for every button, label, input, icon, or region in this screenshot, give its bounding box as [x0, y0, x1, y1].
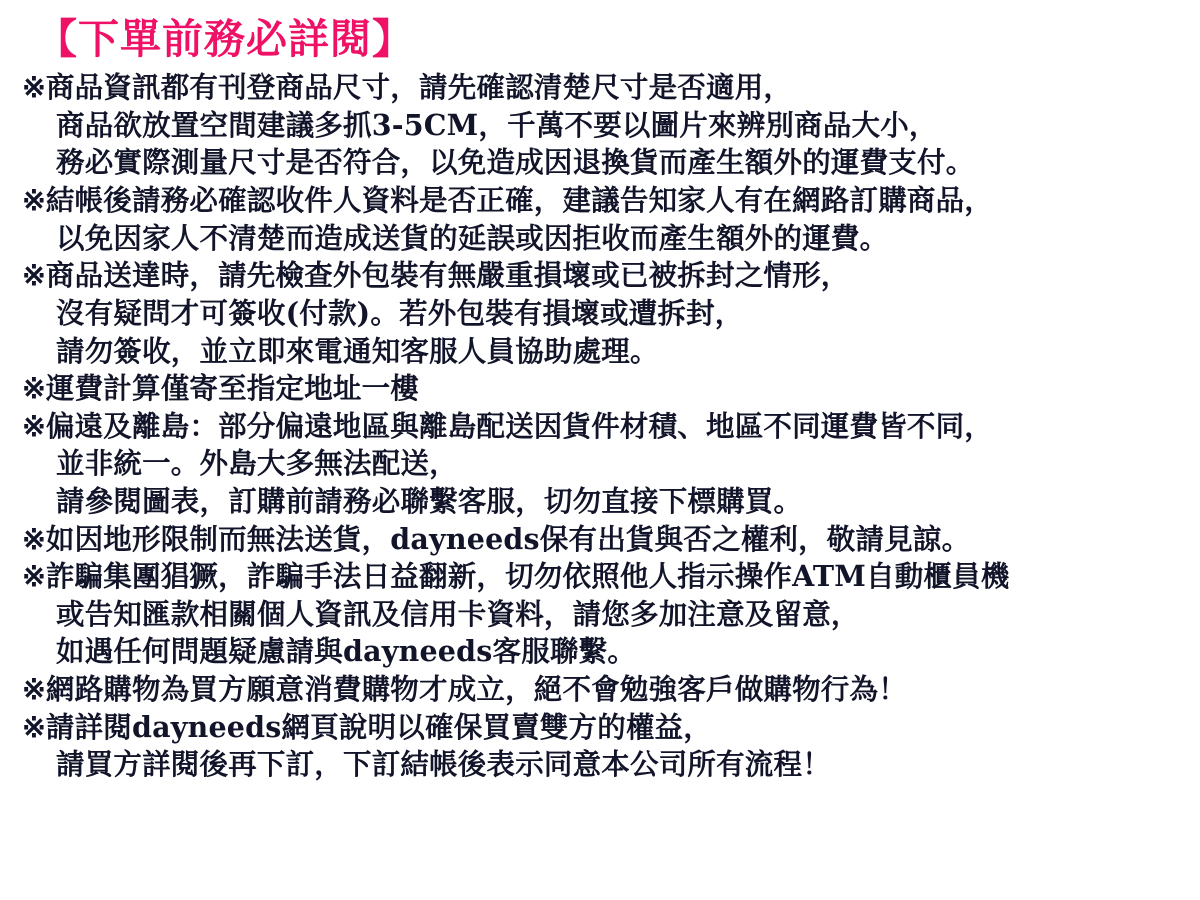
notice-text: 商品資訊都有刊登商品尺寸，請先確認清楚尺寸是否適用， — [45, 70, 793, 105]
notice-text: 偏遠及離島：部分偏遠地區與離島配送因貨件材積、地區不同運費皆不同， — [45, 408, 993, 443]
bullet-mark: ※ — [22, 408, 46, 443]
notice-text: 商品送達時，請先檢查外包裝有無嚴重損壞或已被拆封之情形， — [45, 258, 850, 293]
notice-line — [22, 370, 1182, 408]
notice-line: 請買方詳閱後再下訂，下訂結帳後表示同意本公司所有流程！ — [56, 747, 831, 782]
notice-line — [22, 69, 1182, 107]
bullet-mark: ※ — [22, 371, 46, 406]
bullet-mark: ※ — [22, 521, 46, 556]
bullet-mark: ※ — [22, 183, 46, 218]
list-item — [22, 671, 1182, 709]
list-item — [22, 558, 1182, 671]
notice-text: 網路購物為買方願意消費購物才成立，絕不會勉強客戶做購物行為！ — [45, 672, 907, 706]
page-title: 【下單前務必詳閱】 — [36, 15, 414, 63]
notice-line — [22, 182, 1182, 220]
notice-line — [22, 408, 1182, 446]
notice-line: 請參閱圖表，訂購前請務必聯繫客服，切勿直接下標購買。 — [56, 483, 803, 518]
notice-line: 或告知匯款相關個人資訊及信用卡資料，請您多加注意及留意， — [56, 596, 860, 631]
notice-line: 沒有疑問才可簽收(付款)。若外包裝有損壞或遭拆封， — [56, 295, 744, 330]
list-item — [22, 370, 1182, 408]
bullet-mark: ※ — [22, 672, 46, 706]
notice-line: 請勿簽收，並立即來電通知客服人員協助處理。 — [56, 333, 659, 368]
notice-text: 結帳後請務必確認收件人資料是否正確，建議告知家人有在網路訂購商品， — [45, 183, 993, 218]
notice-text: 詐騙集團猖獗，詐騙手法日益翻新，切勿依照他人指示操作ATM自動櫃員機 — [45, 559, 1010, 594]
notice-line — [22, 257, 1182, 295]
bullet-mark: ※ — [22, 258, 46, 293]
notice-text: 請詳閱dayneeds網頁說明以確保買賣雙方的權益， — [45, 709, 713, 744]
notice-line: 務必實際測量尺寸是否符合，以免造成因退換貨而產生額外的運費支付。 — [56, 145, 975, 180]
bullet-mark: ※ — [22, 709, 46, 744]
notice-text: 運費計算僅寄至指定地址一樓 — [45, 371, 419, 406]
list-item — [22, 408, 1182, 521]
bullet-mark: ※ — [22, 559, 46, 594]
bullet-mark: ※ — [22, 70, 46, 105]
list-item — [22, 257, 1182, 370]
notice-text: 如因地形限制而無法送貨，dayneeds保有出貨與否之權利，敬請見諒。 — [45, 521, 971, 556]
notice-line — [22, 558, 1182, 596]
notice-line — [22, 521, 1182, 559]
notice-line: 以免因家人不清楚而造成送貨的延誤或因拒收而產生額外的運費。 — [56, 220, 889, 255]
notice-list — [22, 69, 1182, 784]
list-item — [22, 709, 1182, 784]
list-item — [22, 69, 1182, 182]
notice-line: 如遇任何問題疑慮請與dayneeds客服聯繫。 — [56, 634, 637, 669]
notice-line — [22, 671, 1182, 709]
list-item — [22, 182, 1182, 257]
notice-line: 商品欲放置空間建議多抓3-5CM，千萬不要以圖片來辨別商品大小， — [56, 107, 938, 142]
notice-line: 並非統一。外島大多無法配送， — [56, 446, 458, 481]
notice-line — [22, 709, 1182, 747]
list-item — [22, 521, 1182, 559]
